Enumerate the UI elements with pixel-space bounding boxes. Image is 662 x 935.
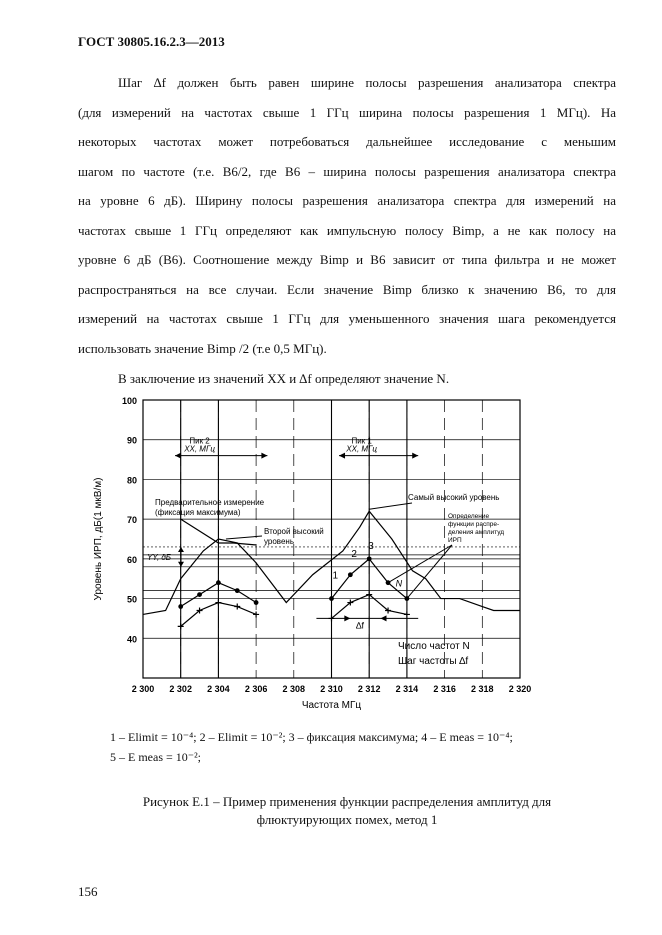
y-tick-label: 40 bbox=[126, 634, 137, 645]
peak-label: Пик 1 bbox=[351, 436, 372, 446]
y-tick-label: 100 bbox=[121, 396, 137, 406]
df-label: ∆f bbox=[356, 620, 365, 631]
count-label: Число частот N bbox=[398, 641, 470, 652]
y-tick-label: 70 bbox=[126, 515, 137, 526]
x-tick-label: 2 320 bbox=[508, 684, 532, 694]
x-tick-label: 2 314 bbox=[395, 684, 419, 694]
x-axis-label: Частота МГц bbox=[301, 700, 362, 711]
curve-number-label: 1 bbox=[332, 570, 339, 582]
paragraph-line: (для измерений на частотах свыше 1 ГГц ширина полосы разрешения 1 МГц). На bbox=[78, 104, 616, 120]
step-label: Шаг частоты ∆f bbox=[398, 656, 469, 667]
paragraph-line: на уровне 6 дБ). Ширину полосы разрешения анализатора спектра для измерений на bbox=[78, 193, 616, 208]
df-arrow-head bbox=[344, 615, 350, 621]
legend-line-1: 1 – Elimit = 10⁻⁴; 2 – Elimit = 10⁻²; 3 – фиксация максимума; 4 – E meas = 10⁻⁴; bbox=[110, 730, 513, 744]
peak-label: Пик 2 bbox=[189, 436, 210, 446]
y-tick-label: 80 bbox=[126, 475, 137, 486]
annotation-pre-measure: Предварительное измерение bbox=[155, 498, 265, 507]
peak-label: XX, МГц bbox=[346, 444, 378, 454]
data-point bbox=[235, 588, 240, 593]
paragraph-line: некоторых частотах может потребоваться дальнейшее исследование с меньшим bbox=[78, 134, 616, 149]
data-point bbox=[348, 572, 353, 577]
data-point bbox=[404, 611, 410, 617]
yy-label: YY, дБ bbox=[147, 552, 172, 562]
paragraph-line: использовать значение Bimp /2 (т.е 0,5 МГц). bbox=[78, 340, 327, 356]
paragraph-line: распространяться на все случаи. Если значение Bimp близко к значению B6, то для bbox=[78, 281, 616, 297]
annotation-apd: функции распре- bbox=[448, 521, 500, 528]
paragraph-line: Шаг ∆f должен быть равен ширине полосы разрешения анализатора спектра bbox=[118, 75, 616, 90]
caption-line-1: Рисунок Е.1 – Пример применения функции распределения амплитуд для bbox=[142, 794, 552, 809]
xx-arrow-peak2-head bbox=[175, 453, 181, 459]
yy-arrow-head bbox=[178, 547, 184, 552]
pointer-apd bbox=[388, 545, 452, 583]
data-point bbox=[253, 611, 259, 617]
paragraph-line: измерений на частотах свыше 1 ГГц для уменьшенного значения шага рекомендуется bbox=[78, 311, 616, 326]
data-point bbox=[216, 580, 221, 585]
paragraph-line: шагом по частоте (т.е. B6/2, где B6 – ширина полосы разрешения анализатора спектра bbox=[78, 163, 616, 179]
x-tick-label: 2 304 bbox=[207, 684, 230, 694]
curve-number-label: 2 bbox=[351, 548, 357, 560]
page-number: 156 bbox=[78, 884, 98, 899]
x-tick-label: 2 310 bbox=[320, 684, 343, 694]
x-tick-label: 2 308 bbox=[282, 684, 306, 694]
xx-arrow-peak1-head bbox=[412, 453, 418, 459]
x-tick-label: 2 306 bbox=[244, 684, 268, 694]
x-tick-label: 2 302 bbox=[169, 684, 192, 694]
document-header: ГОСТ 30805.16.2.3—2013 bbox=[78, 34, 225, 49]
pointer-highest-level bbox=[369, 503, 412, 509]
data-point bbox=[197, 592, 202, 597]
yy-arrow-head bbox=[178, 562, 184, 567]
x-tick-label: 2 312 bbox=[357, 684, 381, 694]
data-point bbox=[254, 600, 259, 605]
caption-line-2: флюктуирующих помех, метод 1 bbox=[256, 812, 438, 827]
curve-number-label: 3 bbox=[368, 540, 374, 552]
xx-arrow-peak2-head bbox=[261, 453, 267, 459]
x-tick-label: 2 300 bbox=[131, 684, 155, 694]
n-marker-label: N bbox=[395, 578, 403, 589]
y-tick-label: 90 bbox=[126, 435, 137, 446]
data-point bbox=[215, 600, 221, 606]
annotation-pre-measure: (фиксация максимума) bbox=[155, 508, 241, 517]
annotation-highest-level: Самый высокий уровень bbox=[408, 493, 500, 502]
data-point bbox=[329, 596, 334, 601]
figure-legend bbox=[110, 727, 513, 767]
annotation-second-level: уровень bbox=[264, 537, 295, 546]
annotation-apd: деления амплитуд bbox=[448, 529, 505, 536]
pointer-second-level bbox=[226, 536, 262, 539]
data-point bbox=[367, 556, 372, 561]
peak-label: XX, МГц bbox=[184, 444, 215, 454]
data-point bbox=[234, 604, 240, 610]
annotation-apd: ИРП bbox=[448, 537, 462, 544]
y-tick-label: 50 bbox=[126, 594, 137, 605]
x-tick-label: 2 316 bbox=[433, 684, 456, 694]
paragraph-line: уровне 6 дБ (B6). Соотношение между Bimp и B6 зависит от типа фильтра и не может bbox=[78, 252, 616, 267]
annotation-second-level: Второй высокий bbox=[264, 527, 324, 536]
legend-line-2: 5 – E meas = 10⁻²; bbox=[110, 750, 202, 764]
df-arrow-head bbox=[381, 615, 387, 621]
x-tick-label: 2 318 bbox=[471, 684, 494, 694]
y-axis-label: Уровень ИРП, дБ(1 мкВ/м) bbox=[93, 477, 104, 601]
y-tick-label: 60 bbox=[126, 554, 137, 565]
figure-caption bbox=[78, 793, 616, 829]
paragraph-line: частотах свыше 1 ГГц определяют как импульсную полосу Bimp, а не как полосу на bbox=[78, 222, 616, 238]
data-point bbox=[178, 604, 183, 609]
annotation-apd: Определение bbox=[448, 513, 490, 520]
xx-arrow-peak1-head bbox=[339, 453, 345, 459]
conclusion-text: В заключение из значений XX и ∆f определяют значение N. bbox=[118, 371, 450, 386]
